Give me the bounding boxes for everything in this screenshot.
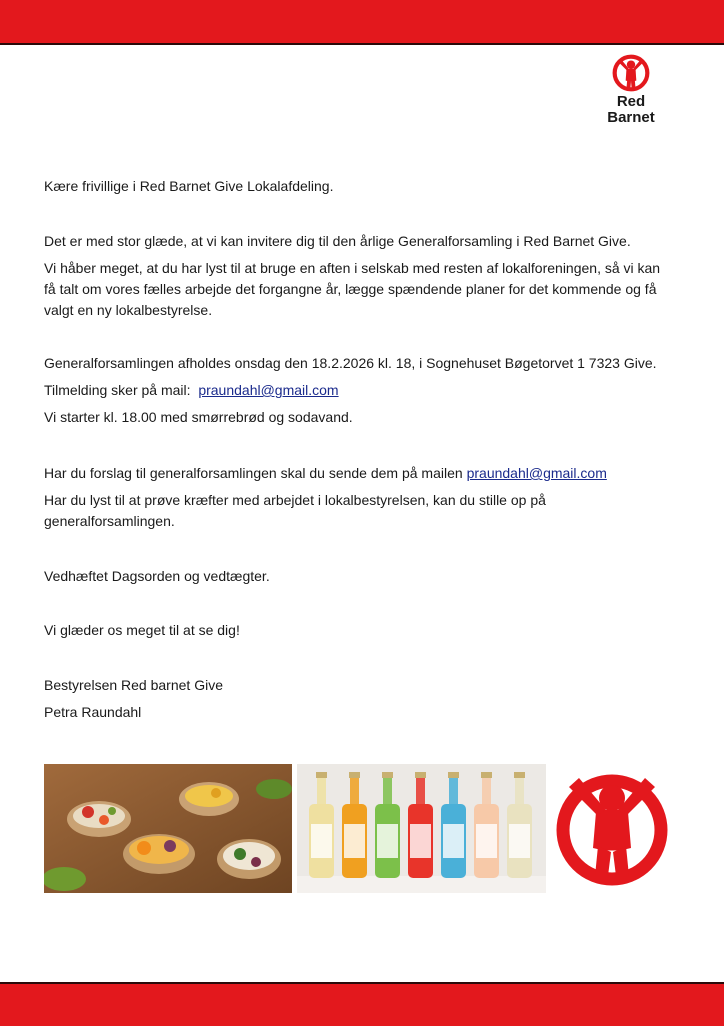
board-line-1: Har du lyst til at prøve kræfter med arbejdet i lokalbestyrelsen, kan du stille op på [44,492,546,508]
board-line-2: generalforsamlingen. [44,513,175,529]
logo-line-1: Red [616,93,646,110]
signature-name: Petra Raundahl [44,704,142,720]
proposals-email-link[interactable]: praundahl@gmail.com [466,465,607,481]
red-barnet-logo [598,54,664,126]
signature-block [44,675,684,723]
proposals-line [44,463,684,484]
closing-block [44,620,684,641]
proposals-block [44,463,684,532]
red-barnet-large-logo [556,766,668,888]
bottom-red-band [0,982,724,1026]
hope-line-2: få talt om vores fælles arbejde det forgangne år, lægge spændende planer for det kommende og få [44,281,657,297]
logo-wordmark [598,94,664,126]
start-info: Vi starter kl. 18.00 med smørrebrød og sodavand. [44,409,353,425]
hope-line-1: Vi håber meget, at du har lyst til at bruge en aften i selskab med resten af lokalforeningen, så vi kan [44,260,661,276]
top-red-band [0,0,724,45]
hope-line-3: valgt en ny lokalbestyrelse. [44,302,213,318]
proposals-label: Har du forslag til generalforsamlingen skal du sende dem på mailen [44,465,463,481]
attached-block [44,566,684,587]
signup-label: Tilmelding sker på mail: [44,382,191,398]
signup-line [44,380,684,401]
smorrebrod-photo [44,764,292,893]
intro-paragraph: Det er med stor glæde, at vi kan invitere dig til den årlige Generalforsamling i Red Barnet Give. [44,233,631,249]
sodavand-bottles-photo [297,764,546,893]
greeting: Kære frivillige i Red Barnet Give Lokalafdeling. [44,178,334,194]
intro-block [44,231,684,321]
closing-line: Vi glæder os meget til at se dig! [44,622,240,638]
attached-note: Vedhæftet Dagsorden og vedtægter. [44,568,270,584]
signup-email-link[interactable]: praundahl@gmail.com [198,382,339,398]
signature-org: Bestyrelsen Red barnet Give [44,677,223,693]
logo-line-2: Barnet [607,109,655,126]
greeting-block [44,176,684,197]
meeting-info: Generalforsamlingen afholdes onsdag den 18.2.2026 kl. 18, i Sognehuset Bøgetorvet 1 7323 Give. [44,355,657,371]
red-barnet-child-icon [612,54,650,92]
meeting-block [44,353,684,428]
